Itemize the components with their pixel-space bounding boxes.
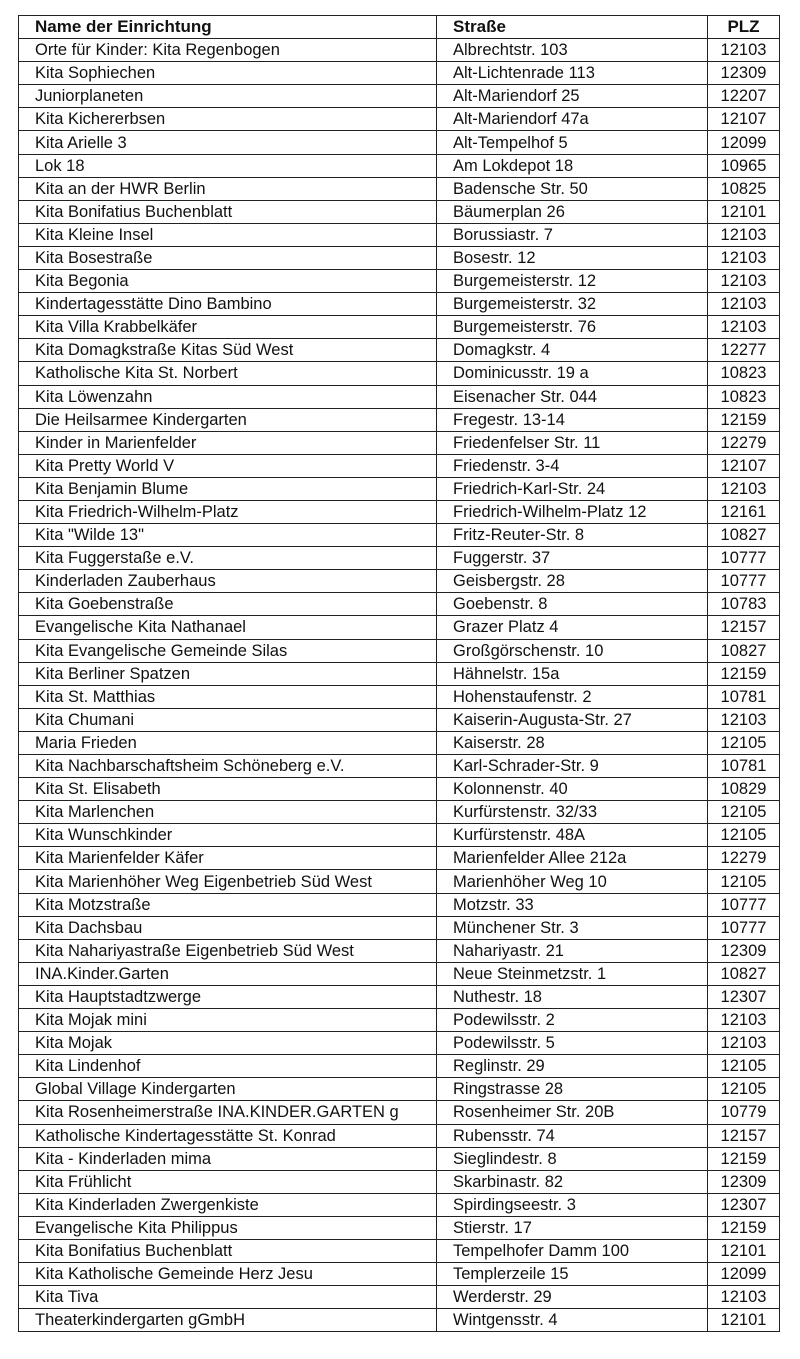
cell-plz: 12307: [708, 985, 780, 1008]
cell-name: Kita St. Elisabeth: [19, 778, 437, 801]
cell-street: Goebenstr. 8: [437, 593, 708, 616]
cell-name: Kita Kleine Insel: [19, 223, 437, 246]
cell-plz: 12279: [708, 431, 780, 454]
table-row: [19, 616, 780, 639]
cell-street: Friedenstr. 3-4: [437, 454, 708, 477]
cell-street: Alt-Mariendorf 47a: [437, 108, 708, 131]
table-row: [19, 85, 780, 108]
table-row: [19, 547, 780, 570]
cell-name: Kita Bonifatius Buchenblatt: [19, 1239, 437, 1262]
cell-name: Kita Tiva: [19, 1286, 437, 1309]
cell-street: Domagkstr. 4: [437, 339, 708, 362]
cell-street: Kurfürstenstr. 32/33: [437, 801, 708, 824]
table-row: [19, 1078, 780, 1101]
table-row: [19, 778, 780, 801]
cell-name: Orte für Kinder: Kita Regenbogen: [19, 39, 437, 62]
cell-name: Die Heilsarmee Kindergarten: [19, 408, 437, 431]
table-row: [19, 454, 780, 477]
cell-plz: 12103: [708, 39, 780, 62]
table-row: [19, 801, 780, 824]
cell-plz: 12157: [708, 1124, 780, 1147]
cell-name: Kita Nahariyastraße Eigenbetrieb Süd West: [19, 939, 437, 962]
table-row: [19, 131, 780, 154]
cell-street: Stierstr. 17: [437, 1216, 708, 1239]
cell-street: Geisbergstr. 28: [437, 570, 708, 593]
cell-name: Kita Kichererbsen: [19, 108, 437, 131]
table-row: [19, 1216, 780, 1239]
cell-plz: 12159: [708, 662, 780, 685]
cell-name: Kita Sophiechen: [19, 62, 437, 85]
cell-street: Ringstrasse 28: [437, 1078, 708, 1101]
cell-street: Burgemeisterstr. 32: [437, 293, 708, 316]
cell-name: Kita Bosestraße: [19, 246, 437, 269]
cell-name: Kita Goebenstraße: [19, 593, 437, 616]
cell-name: Kindertagesstätte Dino Bambino: [19, 293, 437, 316]
cell-name: Kita Villa Krabbelkäfer: [19, 316, 437, 339]
cell-plz: 12105: [708, 824, 780, 847]
table-row: [19, 385, 780, 408]
table-row: [19, 962, 780, 985]
cell-plz: 10825: [708, 177, 780, 200]
cell-name: Kita Evangelische Gemeinde Silas: [19, 639, 437, 662]
cell-plz: 12101: [708, 200, 780, 223]
cell-street: Am Lokdepot 18: [437, 154, 708, 177]
table-row: [19, 500, 780, 523]
cell-street: Kaiserstr. 28: [437, 731, 708, 754]
cell-plz: 10827: [708, 524, 780, 547]
table-row: [19, 755, 780, 778]
cell-plz: 10965: [708, 154, 780, 177]
cell-plz: 12159: [708, 1147, 780, 1170]
cell-street: Templerzeile 15: [437, 1263, 708, 1286]
cell-plz: 10777: [708, 570, 780, 593]
table-row: [19, 824, 780, 847]
cell-street: Fuggerstr. 37: [437, 547, 708, 570]
cell-street: Kaiserin-Augusta-Str. 27: [437, 708, 708, 731]
cell-street: Kolonnenstr. 40: [437, 778, 708, 801]
cell-plz: 10827: [708, 962, 780, 985]
cell-name: Kita Dachsbau: [19, 916, 437, 939]
cell-street: Alt-Mariendorf 25: [437, 85, 708, 108]
cell-plz: 12307: [708, 1193, 780, 1216]
cell-plz: 12161: [708, 500, 780, 523]
cell-street: Rubensstr. 74: [437, 1124, 708, 1147]
cell-street: Alt-Tempelhof 5: [437, 131, 708, 154]
cell-plz: 12103: [708, 708, 780, 731]
cell-plz: 12105: [708, 870, 780, 893]
cell-name: Kita Mojak mini: [19, 1009, 437, 1032]
cell-name: Kita Hauptstadtzwerge: [19, 985, 437, 1008]
cell-name: Evangelische Kita Nathanael: [19, 616, 437, 639]
cell-name: Kita Benjamin Blume: [19, 477, 437, 500]
cell-plz: 12309: [708, 1170, 780, 1193]
table-row: [19, 1286, 780, 1309]
table-row: [19, 362, 780, 385]
cell-plz: 12107: [708, 454, 780, 477]
cell-name: Global Village Kindergarten: [19, 1078, 437, 1101]
header-plz: PLZ: [708, 16, 780, 39]
cell-street: Friedenfelser Str. 11: [437, 431, 708, 454]
table-row: [19, 246, 780, 269]
cell-street: Sieglindestr. 8: [437, 1147, 708, 1170]
cell-name: Katholische Kita St. Norbert: [19, 362, 437, 385]
table-row: [19, 293, 780, 316]
cell-street: Motzstr. 33: [437, 893, 708, 916]
cell-name: Katholische Kindertagesstätte St. Konrad: [19, 1124, 437, 1147]
cell-street: Eisenacher Str. 044: [437, 385, 708, 408]
cell-name: Kita Marlenchen: [19, 801, 437, 824]
table-row: [19, 270, 780, 293]
cell-name: Kita Nachbarschaftsheim Schöneberg e.V.: [19, 755, 437, 778]
cell-plz: 12105: [708, 731, 780, 754]
table-header-row: [19, 16, 780, 39]
table-body: [19, 39, 780, 1332]
cell-street: Skarbinastr. 82: [437, 1170, 708, 1193]
cell-plz: 10777: [708, 916, 780, 939]
table-row: [19, 1239, 780, 1262]
cell-name: Kita Chumani: [19, 708, 437, 731]
cell-plz: 12099: [708, 131, 780, 154]
table-row: [19, 1193, 780, 1216]
cell-name: Kita Fuggerstaße e.V.: [19, 547, 437, 570]
cell-street: Werderstr. 29: [437, 1286, 708, 1309]
table-row: [19, 639, 780, 662]
cell-street: Reglinstr. 29: [437, 1055, 708, 1078]
cell-plz: 10827: [708, 639, 780, 662]
cell-street: Hohenstaufenstr. 2: [437, 685, 708, 708]
cell-name: Kita Domagkstraße Kitas Süd West: [19, 339, 437, 362]
cell-street: Dominicusstr. 19 a: [437, 362, 708, 385]
cell-street: Friedrich-Wilhelm-Platz 12: [437, 500, 708, 523]
cell-street: Marienhöher Weg 10: [437, 870, 708, 893]
table-row: [19, 177, 780, 200]
table-row: [19, 1309, 780, 1332]
table-row: [19, 1147, 780, 1170]
cell-name: Kita Pretty World V: [19, 454, 437, 477]
table-row: [19, 154, 780, 177]
cell-street: Albrechtstr. 103: [437, 39, 708, 62]
cell-name: Lok 18: [19, 154, 437, 177]
header-name: Name der Einrichtung: [19, 16, 437, 39]
cell-name: Kita Katholische Gemeinde Herz Jesu: [19, 1263, 437, 1286]
cell-name: Kita Bonifatius Buchenblatt: [19, 200, 437, 223]
cell-street: Bäumerplan 26: [437, 200, 708, 223]
table-row: [19, 939, 780, 962]
cell-street: Alt-Lichtenrade 113: [437, 62, 708, 85]
cell-plz: 12309: [708, 939, 780, 962]
table-row: [19, 62, 780, 85]
table-row: [19, 477, 780, 500]
cell-street: Spirdingseestr. 3: [437, 1193, 708, 1216]
cell-name: INA.Kinder.Garten: [19, 962, 437, 985]
table-row: [19, 870, 780, 893]
cell-name: Kita Mojak: [19, 1032, 437, 1055]
table-row: [19, 339, 780, 362]
cell-street: Tempelhofer Damm 100: [437, 1239, 708, 1262]
cell-name: Theaterkindergarten gGmbH: [19, 1309, 437, 1332]
table-row: [19, 570, 780, 593]
table-row: [19, 708, 780, 731]
cell-plz: 12101: [708, 1239, 780, 1262]
cell-plz: 12277: [708, 339, 780, 362]
cell-name: Kita Berliner Spatzen: [19, 662, 437, 685]
cell-street: Burgemeisterstr. 12: [437, 270, 708, 293]
kita-table: [18, 15, 780, 1332]
cell-name: Kita Motzstraße: [19, 893, 437, 916]
cell-plz: 12103: [708, 1032, 780, 1055]
cell-plz: 10777: [708, 893, 780, 916]
cell-plz: 12099: [708, 1263, 780, 1286]
cell-plz: 12101: [708, 1309, 780, 1332]
cell-street: Podewilsstr. 5: [437, 1032, 708, 1055]
cell-street: Fregestr. 13-14: [437, 408, 708, 431]
cell-name: Kita Marienhöher Weg Eigenbetrieb Süd West: [19, 870, 437, 893]
cell-street: Borussiastr. 7: [437, 223, 708, 246]
cell-plz: 10777: [708, 547, 780, 570]
table-row: [19, 1032, 780, 1055]
cell-street: Karl-Schrader-Str. 9: [437, 755, 708, 778]
cell-street: Grazer Platz 4: [437, 616, 708, 639]
table-row: [19, 1263, 780, 1286]
cell-plz: 12103: [708, 223, 780, 246]
table-row: [19, 200, 780, 223]
cell-plz: 12103: [708, 270, 780, 293]
cell-plz: 12103: [708, 1009, 780, 1032]
cell-name: Evangelische Kita Philippus: [19, 1216, 437, 1239]
table-row: [19, 1009, 780, 1032]
table-row: [19, 1170, 780, 1193]
table-row: [19, 593, 780, 616]
cell-name: Kita Lindenhof: [19, 1055, 437, 1078]
table-row: [19, 685, 780, 708]
cell-street: Podewilsstr. 2: [437, 1009, 708, 1032]
cell-plz: 10823: [708, 385, 780, 408]
cell-plz: 12207: [708, 85, 780, 108]
cell-name: Kinder in Marienfelder: [19, 431, 437, 454]
cell-name: Kita Rosenheimerstraße INA.KINDER.GARTEN g: [19, 1101, 437, 1124]
cell-street: Nahariyastr. 21: [437, 939, 708, 962]
table-row: [19, 731, 780, 754]
cell-name: Kita Arielle 3: [19, 131, 437, 154]
cell-plz: 12103: [708, 1286, 780, 1309]
table-row: [19, 1101, 780, 1124]
cell-street: Nuthestr. 18: [437, 985, 708, 1008]
table-row: [19, 1055, 780, 1078]
cell-plz: 12107: [708, 108, 780, 131]
cell-plz: 12105: [708, 1055, 780, 1078]
cell-plz: 12103: [708, 293, 780, 316]
cell-street: Marienfelder Allee 212a: [437, 847, 708, 870]
cell-name: Kita Marienfelder Käfer: [19, 847, 437, 870]
cell-name: Kita Frühlicht: [19, 1170, 437, 1193]
table-row: [19, 316, 780, 339]
table-row: [19, 39, 780, 62]
cell-plz: 10783: [708, 593, 780, 616]
cell-name: Kita Löwenzahn: [19, 385, 437, 408]
cell-name: Juniorplaneten: [19, 85, 437, 108]
cell-plz: 12103: [708, 477, 780, 500]
cell-plz: 10829: [708, 778, 780, 801]
cell-street: Burgemeisterstr. 76: [437, 316, 708, 339]
table-row: [19, 916, 780, 939]
cell-plz: 12279: [708, 847, 780, 870]
table-row: [19, 985, 780, 1008]
cell-plz: 12105: [708, 801, 780, 824]
table-row: [19, 662, 780, 685]
cell-plz: 12309: [708, 62, 780, 85]
table-row: [19, 223, 780, 246]
cell-name: Kita - Kinderladen mima: [19, 1147, 437, 1170]
table-row: [19, 893, 780, 916]
cell-name: Kita "Wilde 13": [19, 524, 437, 547]
cell-street: Wintgensstr. 4: [437, 1309, 708, 1332]
cell-name: Kinderladen Zauberhaus: [19, 570, 437, 593]
table-row: [19, 408, 780, 431]
cell-plz: 12159: [708, 1216, 780, 1239]
table-row: [19, 431, 780, 454]
cell-plz: 10781: [708, 755, 780, 778]
cell-name: Kita Kinderladen Zwergenkiste: [19, 1193, 437, 1216]
cell-street: Münchener Str. 3: [437, 916, 708, 939]
cell-street: Neue Steinmetzstr. 1: [437, 962, 708, 985]
cell-street: Rosenheimer Str. 20B: [437, 1101, 708, 1124]
table-row: [19, 524, 780, 547]
cell-street: Fritz-Reuter-Str. 8: [437, 524, 708, 547]
cell-street: Badensche Str. 50: [437, 177, 708, 200]
cell-plz: 10781: [708, 685, 780, 708]
cell-name: Kita an der HWR Berlin: [19, 177, 437, 200]
cell-plz: 12105: [708, 1078, 780, 1101]
cell-plz: 12103: [708, 316, 780, 339]
cell-street: Bosestr. 12: [437, 246, 708, 269]
cell-plz: 10823: [708, 362, 780, 385]
cell-plz: 10779: [708, 1101, 780, 1124]
table-row: [19, 847, 780, 870]
cell-name: Kita Wunschkinder: [19, 824, 437, 847]
table-row: [19, 108, 780, 131]
cell-street: Großgörschenstr. 10: [437, 639, 708, 662]
table-row: [19, 1124, 780, 1147]
cell-plz: 12157: [708, 616, 780, 639]
cell-name: Maria Frieden: [19, 731, 437, 754]
cell-name: Kita St. Matthias: [19, 685, 437, 708]
cell-name: Kita Friedrich-Wilhelm-Platz: [19, 500, 437, 523]
cell-street: Friedrich-Karl-Str. 24: [437, 477, 708, 500]
cell-plz: 12103: [708, 246, 780, 269]
cell-street: Kurfürstenstr. 48A: [437, 824, 708, 847]
cell-plz: 12159: [708, 408, 780, 431]
cell-street: Hähnelstr. 15a: [437, 662, 708, 685]
header-street: Straße: [437, 16, 708, 39]
cell-name: Kita Begonia: [19, 270, 437, 293]
